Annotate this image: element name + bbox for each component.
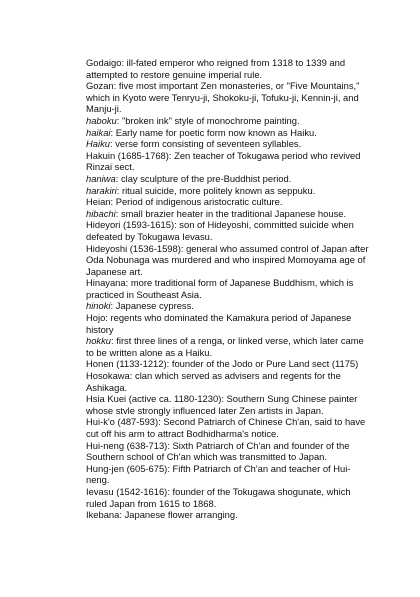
glossary-separator: : <box>166 358 172 370</box>
glossary-definition: verse form consisting of seventeen syllables. <box>115 138 302 150</box>
glossary-term: Ievasu (1542-1616) <box>86 485 168 497</box>
glossary-term: Hosokawa <box>86 370 130 382</box>
glossary-definition: Fifth Patriarch of Ch'an and teacher of Hui-neng. <box>86 462 351 486</box>
glossary-list <box>86 57 372 521</box>
glossary-separator: : <box>116 184 122 196</box>
glossary-definition: five most important Zen monasteries, or "Five Mountains," which in Kyoto were Tenryu-ji, Shokoku-ji, Tofuku-ji, Kennin-ji, and Manju-ji. <box>86 80 360 115</box>
glossary-separator: : <box>167 485 173 497</box>
glossary-separator: : <box>110 126 116 138</box>
glossary-entry <box>86 219 372 242</box>
glossary-term: hibachi <box>86 207 116 219</box>
glossary-definition: Sixth Patriarch of Ch'an and founder of the Southern school of Ch'an which was transmitted to Japan. <box>86 439 350 463</box>
glossary-separator: : <box>110 196 116 208</box>
glossary-definition: founder of the Tokugawa shogunate, which ruled Japan from 1615 to 1868. <box>86 485 351 509</box>
glossary-separator: : <box>110 300 116 312</box>
glossary-entry <box>86 300 372 312</box>
glossary-entry <box>86 416 372 439</box>
glossary-term: Hui-k'o (487-593) <box>86 416 159 428</box>
glossary-separator: : <box>174 219 180 231</box>
glossary-definition: Southern Sung Chinese painter whose stvle strongly influenced later Zen artists in Japan. <box>86 393 358 416</box>
glossary-entry <box>86 277 372 300</box>
glossary-entry <box>86 185 372 197</box>
glossary-entry <box>86 80 372 115</box>
glossary-entry <box>86 463 372 486</box>
glossary-entry <box>86 208 372 220</box>
glossary-definition: Japanese cypress. <box>115 300 194 312</box>
glossary-separator: : <box>121 57 127 68</box>
glossary-definition: "broken ink" style of monochrome painting. <box>121 114 300 126</box>
glossary-term: hinoki <box>86 300 111 312</box>
glossary-separator: : <box>125 277 131 289</box>
glossary-definition: regents who dominated the Kamakura period of Japanese history <box>86 312 352 335</box>
glossary-entry <box>86 335 372 358</box>
glossary-definition: more traditional form of Japanese Buddhism, which is practiced in Southeast Asia. <box>86 277 354 300</box>
glossary-separator: : <box>221 393 227 405</box>
glossary-separator: : <box>129 370 135 382</box>
glossary-entry <box>86 138 372 150</box>
glossary-term: Hakuin (1685-1768) <box>86 149 169 161</box>
glossary-definition: Second Patriarch of Chinese Ch'an, said to have cut off his arm to attract Bodhidharma's notice. <box>86 416 366 439</box>
glossary-separator: : <box>113 80 119 92</box>
glossary-entry <box>86 196 372 208</box>
glossary-term: harakiri <box>86 184 117 196</box>
glossary-entry <box>86 243 372 278</box>
glossary-term: Godaigo <box>86 57 122 68</box>
glossary-term: Hojo <box>86 312 106 324</box>
glossary-term: Heian <box>86 196 111 208</box>
glossary-entry <box>86 127 372 139</box>
glossary-term: Hideyori (1593-1615) <box>86 219 175 231</box>
glossary-term: haikai <box>86 126 111 138</box>
glossary-separator: : <box>167 462 173 474</box>
glossary-definition: clan which served as advisers and regents for the Ashikaga. <box>86 370 341 393</box>
glossary-separator: : <box>111 335 117 347</box>
glossary-separator: : <box>168 149 175 161</box>
glossary-definition: ill-fated emperor who reigned from 1318 to 1339 and attempted to restore genuine imperial rule. <box>86 57 346 80</box>
glossary-entry <box>86 312 372 335</box>
glossary-separator: : <box>180 242 187 254</box>
glossary-entry <box>86 150 372 173</box>
glossary-entry <box>86 486 372 509</box>
glossary-separator: : <box>167 439 173 451</box>
glossary-term: Hideyoshi (1536-1598) <box>86 242 181 254</box>
glossary-definition: son of Hideyoshi, committed suicide when defeated by Tokugawa Ievasu. <box>86 219 354 242</box>
glossary-term: Hung-jen (605-675) <box>86 462 168 474</box>
glossary-definition: Japanese flower arranging. <box>124 509 238 521</box>
glossary-term: Gozan <box>86 80 114 92</box>
glossary-definition: first three lines of a renga, or linked verse, which later came to be written alone as a Haiku. <box>86 335 364 358</box>
glossary-definition: ritual suicide, more politely known as seppuku. <box>121 184 316 196</box>
glossary-entry <box>86 173 372 185</box>
glossary-definition: Period of indigenous aristocratic culture. <box>115 196 283 208</box>
glossary-term: Hui-neng (638-713) <box>86 439 168 451</box>
glossary-definition: founder of the Jodo or Pure Land sect (1175) <box>171 358 359 370</box>
glossary-entry <box>86 57 372 80</box>
glossary-definition: Early name for poetic form now known as Haiku. <box>115 126 317 138</box>
glossary-separator: : <box>158 416 164 428</box>
glossary-definition: general who assumed control of Japan after Oda Nobunaga was murdered and who inspired Momoyama age of Japanese art. <box>86 242 369 277</box>
glossary-term: Honen (1133-1212) <box>86 358 167 370</box>
glossary-definition: clay sculpture of the pre-Buddhist period. <box>120 172 292 184</box>
glossary-separator: : <box>119 509 125 521</box>
glossary-entry <box>86 393 372 416</box>
glossary-definition: Zen teacher of Tokugawa period who revived Rinzai sect. <box>86 149 361 173</box>
glossary-term: Hinayana <box>86 277 126 289</box>
glossary-term: haniwa <box>86 172 116 184</box>
glossary-entry <box>86 370 372 393</box>
glossary-term: Haiku <box>86 138 110 150</box>
glossary-separator: : <box>115 207 121 219</box>
glossary-term: Ikebana <box>86 509 120 521</box>
glossary-separator: : <box>116 114 122 126</box>
glossary-separator: : <box>115 172 121 184</box>
glossary-term: haboku <box>86 114 117 126</box>
glossary-separator: : <box>105 312 111 324</box>
glossary-separator: : <box>109 138 116 150</box>
glossary-term: hokku <box>86 335 112 347</box>
glossary-entry <box>86 115 372 127</box>
glossary-entry <box>86 509 372 521</box>
glossary-entry <box>86 440 372 463</box>
glossary-term: Hsia Kuei (active ca. 1180-1230) <box>86 393 222 405</box>
glossary-entry <box>86 358 372 370</box>
glossary-definition: small brazier heater in the traditional Japanese house. <box>120 207 347 219</box>
